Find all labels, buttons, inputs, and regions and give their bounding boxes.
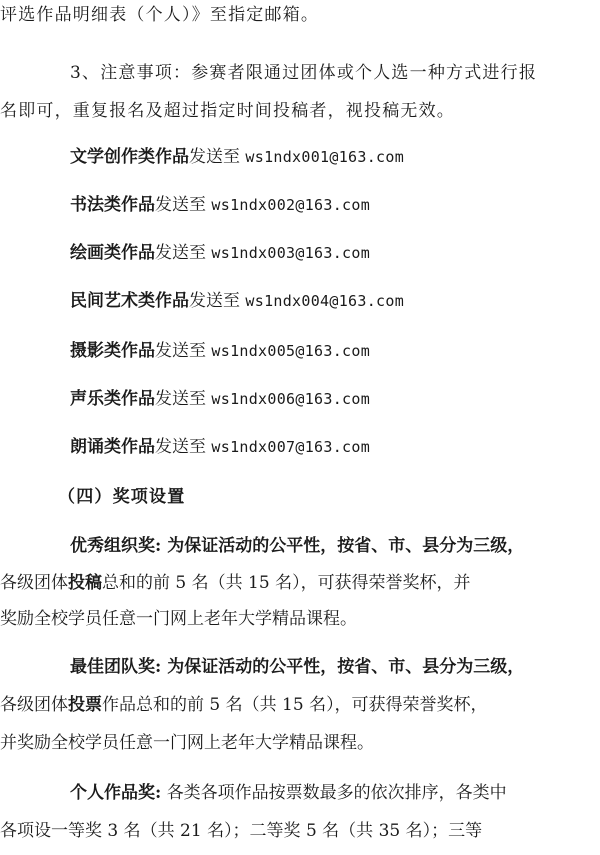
submission-email: ws1ndx003@163.com	[211, 244, 371, 262]
paragraph-top-line: 评选作品明细表（个人）》至指定邮箱。	[0, 5, 320, 25]
submission-send-to: 发送至	[155, 195, 206, 215]
submission-send-to: 发送至	[155, 243, 206, 263]
submission-item-vocal	[70, 388, 370, 410]
submission-email: ws1ndx001@163.com	[245, 148, 405, 166]
submission-category: 民间艺术类作品	[70, 291, 189, 311]
best-team-line-1: 最佳团队奖: 为保证活动的公平性，按省、市、县分为三级，	[70, 657, 525, 677]
submission-item-folk-art	[70, 290, 404, 312]
submission-item-painting	[70, 242, 370, 264]
submission-category: 声乐类作品	[70, 389, 155, 409]
submission-category: 摄影类作品	[70, 341, 155, 361]
awards-heading: （四）奖项设置	[58, 487, 186, 507]
submission-category: 文学创作类作品	[70, 147, 189, 167]
best-team-line-3: 并奖励全校学员任意一门网上老年大学精品课程。	[0, 733, 374, 753]
notice-line-2: 名即可，重复报名及超过指定时间投稿者，视投稿无效。	[0, 101, 455, 121]
notice-line-1: 3、注意事项：参赛者限通过团体或个人选一种方式进行报	[70, 63, 538, 83]
award-label: 优秀组织奖:	[70, 536, 162, 556]
submission-email: ws1ndx006@163.com	[211, 390, 371, 408]
submission-send-to: 发送至	[155, 389, 206, 409]
submission-category: 绘画类作品	[70, 243, 155, 263]
submission-item-calligraphy	[70, 194, 370, 216]
award-label: 最佳团队奖:	[70, 657, 162, 677]
submission-send-to: 发送至	[189, 291, 240, 311]
individual-line-1: 个人作品奖: 各类各项作品按票数最多的依次排序，各类中	[70, 783, 507, 803]
individual-line-2: 各项设一等奖 3 名（共 21 名）；二等奖 5 名（共 35 名）；三等	[0, 821, 483, 841]
submission-send-to: 发送至	[155, 437, 206, 457]
submission-category: 朗诵类作品	[70, 437, 155, 457]
excellent-org-line-3: 奖励全校学员任意一门网上老年大学精品课程。	[0, 609, 357, 629]
excellent-org-line-2: 各级团体投稿总和的前 5 名（共 15 名），可获得荣誉奖杯，并	[0, 573, 471, 593]
submission-category: 书法类作品	[70, 195, 155, 215]
submission-email: ws1ndx007@163.com	[211, 438, 371, 456]
submission-item-recitation	[70, 436, 370, 458]
submission-item-photography	[70, 340, 370, 362]
submission-email: ws1ndx002@163.com	[211, 196, 371, 214]
best-team-line-2: 各级团体投票作品总和的前 5 名（共 15 名），可获得荣誉奖杯，	[0, 695, 488, 715]
submission-item-literature	[70, 146, 404, 168]
submission-send-to: 发送至	[155, 341, 206, 361]
submission-email: ws1ndx004@163.com	[245, 292, 405, 310]
submission-email: ws1ndx005@163.com	[211, 342, 371, 360]
award-label: 个人作品奖:	[70, 783, 162, 803]
submission-send-to: 发送至	[189, 147, 240, 167]
excellent-org-line-1: 优秀组织奖: 为保证活动的公平性，按省、市、县分为三级，	[70, 536, 525, 556]
